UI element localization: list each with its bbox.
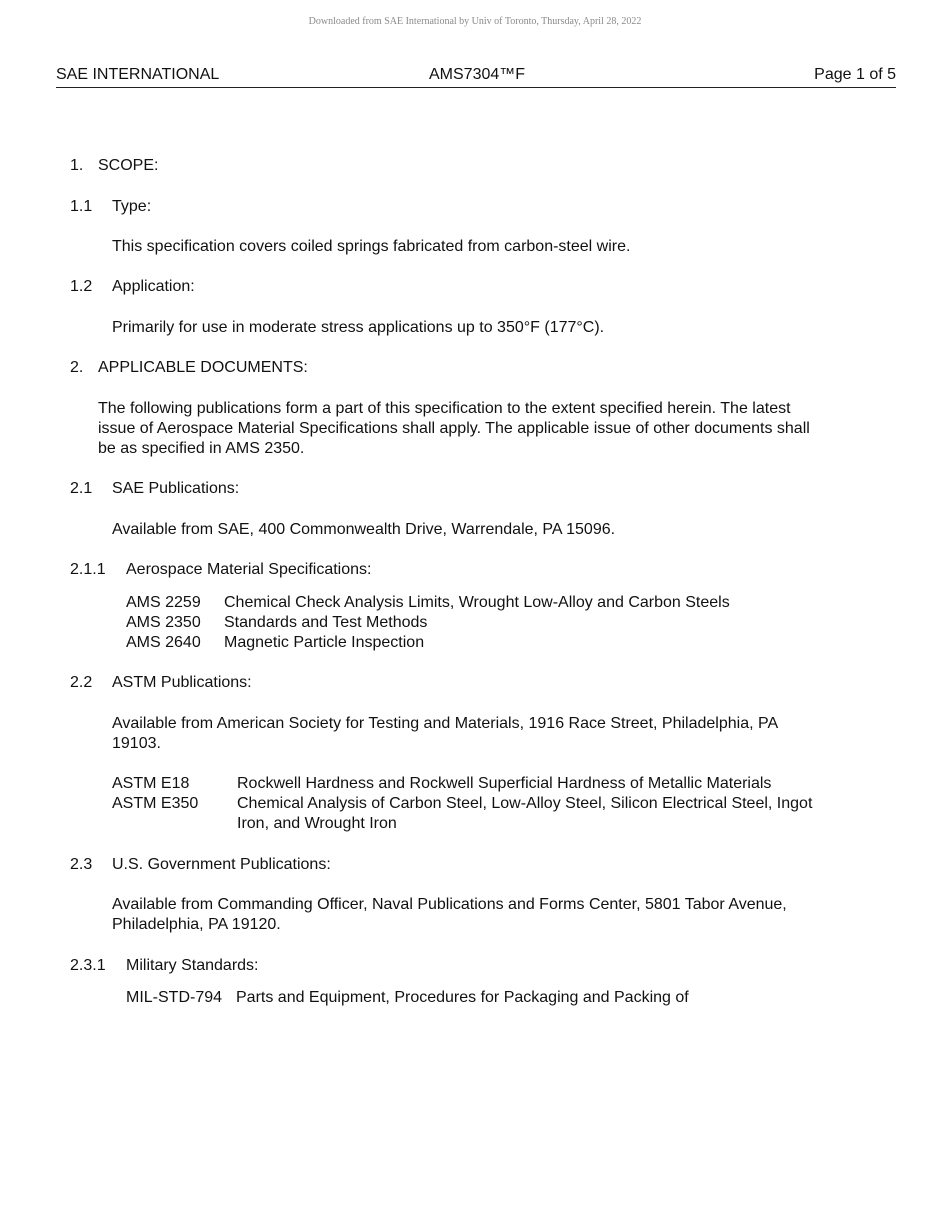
section-number: 2.1.1 bbox=[70, 561, 106, 578]
section-title: SCOPE: bbox=[98, 157, 159, 174]
section-number: 1. bbox=[70, 157, 84, 174]
section-title: APPLICABLE DOCUMENTS: bbox=[98, 359, 308, 376]
reference-title: Magnetic Particle Inspection bbox=[224, 634, 425, 651]
reference-title: Parts and Equipment, Procedures for Packaging and Packing of bbox=[236, 989, 689, 1006]
header-page-number: Page 1 of 5 bbox=[814, 66, 896, 83]
reference-code: AMS 2259 bbox=[126, 594, 201, 611]
reference-title: Chemical Analysis of Carbon Steel, Low-Alloy Steel, Silicon Electrical Steel, Ingot bbox=[237, 795, 813, 812]
section-number: 2.2 bbox=[70, 674, 93, 691]
reference-code: AMS 2350 bbox=[126, 614, 201, 631]
section-number: 2.3 bbox=[70, 856, 93, 873]
section-title: ASTM Publications: bbox=[112, 674, 252, 691]
section-text: This specification covers coiled springs fabricated from carbon-steel wire. bbox=[112, 238, 631, 255]
section-text-line: issue of Aerospace Material Specifications shall apply. The applicable issue of other documents shall bbox=[98, 420, 810, 437]
header-org: SAE INTERNATIONAL bbox=[56, 66, 220, 83]
section-title: U.S. Government Publications: bbox=[112, 856, 331, 873]
reference-title: Rockwell Hardness and Rockwell Superficial Hardness of Metallic Materials bbox=[237, 775, 772, 792]
section-number: 2.3.1 bbox=[70, 957, 106, 974]
section-number: 1.1 bbox=[70, 198, 93, 215]
section-text-line: Available from Commanding Officer, Naval Publications and Forms Center, 5801 Tabor Avenue, bbox=[112, 896, 787, 913]
section-number: 2.1 bbox=[70, 480, 93, 497]
section-text-line: 19103. bbox=[112, 735, 161, 752]
header-doc-id: AMS7304™F bbox=[429, 66, 526, 83]
section-text: Primarily for use in moderate stress applications up to 350°F (177°C). bbox=[112, 319, 605, 336]
section-text-line: Available from American Society for Testing and Materials, 1916 Race Street, Philadelphia, PA bbox=[112, 715, 779, 732]
section-number: 2. bbox=[70, 359, 84, 376]
section-title: Type: bbox=[112, 198, 152, 215]
section-title: SAE Publications: bbox=[112, 480, 240, 497]
reference-title: Standards and Test Methods bbox=[224, 614, 428, 631]
section-title: Military Standards: bbox=[126, 957, 259, 974]
reference-title-continued: Iron, and Wrought Iron bbox=[237, 815, 397, 832]
section-text-line: Philadelphia, PA 19120. bbox=[112, 916, 281, 933]
reference-title: Chemical Check Analysis Limits, Wrought Low-Alloy and Carbon Steels bbox=[224, 594, 730, 611]
section-text-line: be as specified in AMS 2350. bbox=[98, 440, 305, 457]
reference-code: AMS 2640 bbox=[126, 634, 201, 651]
reference-code: ASTM E18 bbox=[112, 775, 190, 792]
section-title: Aerospace Material Specifications: bbox=[126, 561, 372, 578]
reference-code: MIL-STD-794 bbox=[126, 989, 223, 1006]
section-number: 1.2 bbox=[70, 278, 93, 295]
section-title: Application: bbox=[112, 278, 195, 295]
section-text: Available from SAE, 400 Commonwealth Drive, Warrendale, PA 15096. bbox=[112, 521, 616, 538]
reference-code: ASTM E350 bbox=[112, 795, 199, 812]
page-header bbox=[56, 66, 896, 88]
section-text-line: The following publications form a part of this specification to the extent specified herein. The latest bbox=[98, 400, 791, 417]
download-watermark: Downloaded from SAE International by Univ of Toronto, Thursday, April 28, 2022 bbox=[308, 16, 642, 27]
